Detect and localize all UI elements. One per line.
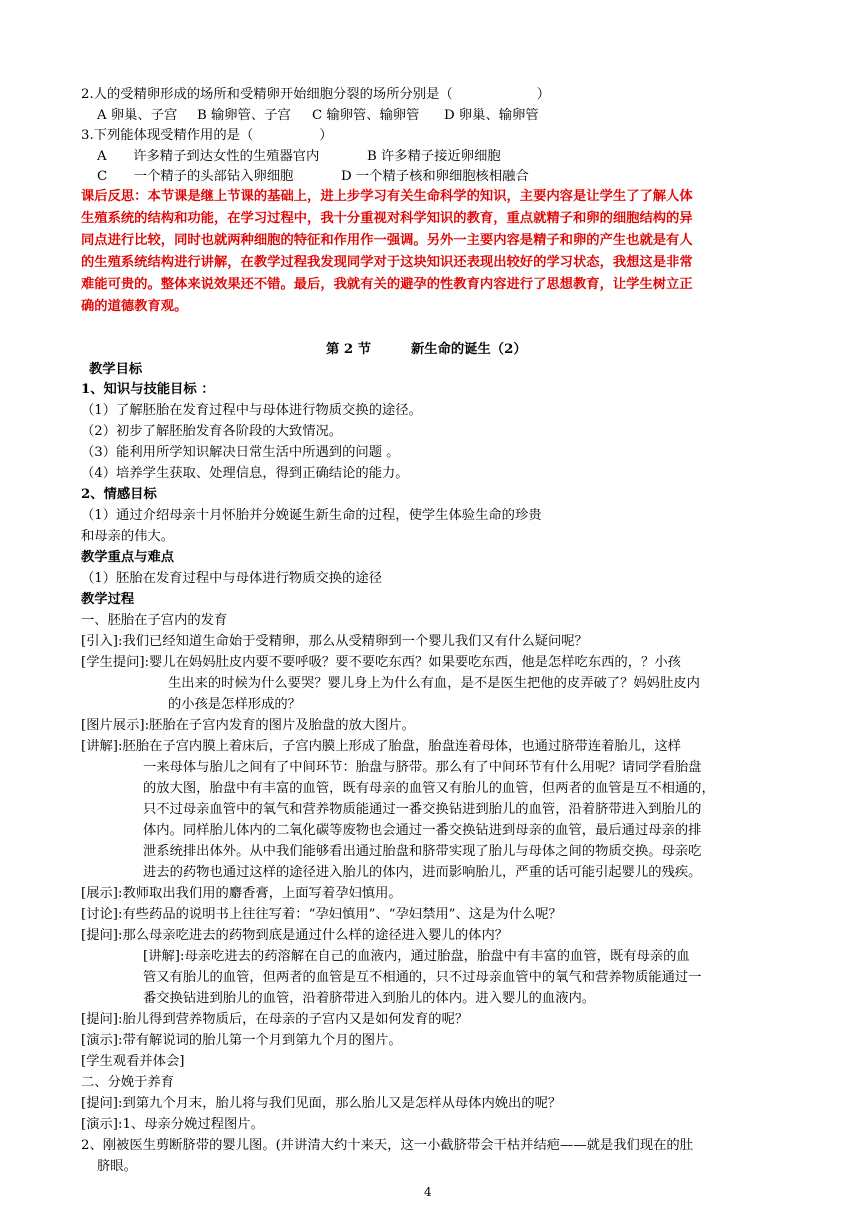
show-line: [展示]:教师取出我们用的麝香膏，上面写着孕妇慎用。 — [81, 886, 402, 901]
question-3-line: [提问]:到第九个月末，胎儿将与我们见面，那么胎儿又是怎样从母体内娩出的呢？ — [81, 1096, 562, 1111]
lecture-line-4: 只不过母亲血管中的氧气和营养物质能通过一番交换钻进到胎儿的血管，沿着脐带进入到胎儿的 — [143, 802, 702, 817]
demo-line: [演示]:带有解说词的胎儿第一个月到第九个月的图片。 — [81, 1033, 402, 1048]
discussion-line: [讨论]:有些药品的说明书上往往写着：“孕妇慎用”、“孕妇禁用”、这是为什么呢？ — [81, 907, 562, 922]
page-number: 4 — [424, 1185, 432, 1199]
emotion-item-1b: 和母亲的伟大。 — [81, 529, 175, 544]
question-2-option-a: A 卵巢、子宫 — [97, 108, 178, 123]
reflection-line-5: 难能可贵的。整体来说效果还不错。最后，我就有关的避孕的性教育内容进行了思想教育，让学生树立正 — [81, 277, 693, 292]
reflection-label: 课后反思： — [81, 189, 148, 204]
reflection-line-3: 同点进行比较，同时也就两种细胞的特征和作用作一强调。另外一主要内容是精子和卵的产生也就是有人 — [81, 233, 693, 248]
tag-discussion: [讨论]: — [81, 907, 123, 922]
knowledge-item-2: （2）初步了解胚胎发育各阶段的大致情况。 — [81, 424, 343, 439]
question-3-options-cd — [97, 168, 529, 186]
picture-show-line: [图片展示]:胚胎在子宫内发育的图片及胎盘的放大图片。 — [81, 718, 415, 733]
tag-question-3: [提问]: — [81, 1096, 123, 1111]
question-2-line: [提问]:胎儿得到营养物质后，在母亲的子宫内又是如何发育的呢？ — [81, 1012, 469, 1027]
part-1-heading: 一、胚胎在子宫内的发育 — [81, 613, 228, 628]
lecture-line-1: [讲解]:胚胎在子宫内膜上着床后，子宫内膜上形成了胎盘，胎盘连着母体，也通过脐带连着胎儿，这样 — [81, 739, 681, 754]
tag-student-question: [学生提问]: — [81, 655, 150, 670]
intro-line: [引入]:我们已经知道生命始于受精卵，那么从受精卵到一个婴儿我们又有什么疑问呢？ — [81, 634, 588, 649]
lecture-line-2: 一来母体与胎儿之间有了中间环节：胎盘与脐带。那么有了中间环节有什么用呢？请同学看胎盘 — [143, 760, 702, 775]
process-heading: 教学过程 — [81, 592, 135, 607]
section-number: 第 2 节 — [326, 342, 372, 357]
reflection-line-1: 课后反思：本节课是继上节课的基础上，进上步学习有关生命科学的知识，主要内容是让学生了了解人体 — [81, 189, 693, 204]
lecture-2-line-3: 番交换钻进到胎儿的血管，沿着脐带进入到胎儿的体内。进入婴儿的血液内。 — [143, 991, 596, 1006]
key-point-1: （1）胚胎在发育过程中与母体进行物质交换的途径 — [81, 571, 382, 586]
student-question-line-3: 的小孩是怎样形成的？ — [168, 697, 301, 712]
key-points-heading: 教学重点与难点 — [81, 550, 175, 565]
demo-2-line: [演示]:1、母亲分娩过程图片。 — [81, 1117, 264, 1132]
question-3-option-a: A 许多精子到达女性的生殖器官内 — [97, 149, 320, 164]
lecture-line-7: 进去的药物也通过这样的途径进入胎儿的体内，进而影响胎儿，严重的话可能引起婴儿的残疾。 — [143, 865, 702, 880]
student-question-line-2: 生出来的时候为什么要哭？婴儿身上为什么有血，是不是医生把他的皮弄破了？妈妈肚皮内 — [168, 676, 700, 691]
question-3-stem: 3.下列能体现受精作用的是（ ） — [81, 128, 333, 143]
item-2-line-1: 2、刚被医生剪断脐带的婴儿图。(并讲清大约十来天，这一小截脐带会干枯并结疤——就是我们现在的肚 — [81, 1138, 694, 1153]
lecture-line-3: 的放大图，胎盘中有丰富的血管，既有母亲的血管又有胎儿的血管，但两者的血管是互不相通的， — [143, 781, 715, 796]
tag-demo-2: [演示]: — [81, 1117, 123, 1132]
section-heading — [326, 341, 527, 359]
tag-lecture: [讲解]: — [81, 739, 123, 754]
question-2-stem: 2.人的受精卵形成的场所和受精卵开始细胞分裂的场所分别是（ ） — [81, 87, 550, 102]
emotion-heading: 2、情感目标 — [81, 487, 157, 502]
lecture-2-line-2: 管又有胎儿的血管，但两者的血管是互不相通的，只不过母亲血管中的氧气和营养物质能通过一 — [143, 970, 702, 985]
reflection-line-4: 的生殖系统结构进行讲解，在教学过程我发现同学对于这块知识还表现出较好的学习状态，我想这是非常 — [81, 255, 693, 270]
question-2-option-d: D 卵巢、输卵管 — [444, 108, 539, 123]
knowledge-item-3: （3）能利用所学知识解决日常生活中所遇到的问题 。 — [81, 445, 400, 460]
lecture-line-6: 泄系统排出体外。从中我们能够看出通过胎盘和脐带实现了胎儿与母体之间的物质交换。母亲吃 — [143, 844, 702, 859]
question-3-option-d: D 一个精子核和卵细胞核相融合 — [341, 169, 529, 184]
tag-demo: [演示]: — [81, 1033, 123, 1048]
section-title: 新生命的诞生（2） — [411, 342, 527, 357]
knowledge-heading: 1、知识与技能目标 ： — [81, 382, 215, 397]
question-3-options-ab — [97, 148, 501, 166]
tag-lecture-2: [讲解]: — [143, 949, 185, 964]
tag-question-2: [提问]: — [81, 1012, 123, 1027]
student-watch-line: [学生观看并体会] — [81, 1054, 185, 1069]
tag-picture-show: [图片展示]: — [81, 718, 150, 733]
item-2-line-2: 脐眼。 — [97, 1159, 137, 1174]
question-line: [提问]:那么母亲吃进去的药物到底是通过什么样的途径进入婴儿的体内？ — [81, 928, 509, 943]
emotion-item-1a: （1）通过介绍母亲十月怀胎并分娩诞生新生命的过程，使学生体验生命的珍贵 — [81, 508, 542, 523]
objectives-heading: 教学目标 — [89, 362, 143, 377]
lecture-2-line-1: [讲解]:母亲吃进去的药溶解在自己的血液内，通过胎盘，胎盘中有丰富的血管，既有母亲的血 — [143, 949, 690, 964]
question-3-option-c: C 一个精子的头部钻入卵细胞 — [97, 169, 294, 184]
question-3-option-b: B 许多精子接近卵细胞 — [367, 149, 501, 164]
question-2-option-c: C 输卵管、输卵管 — [312, 108, 420, 123]
tag-intro: [引入]: — [81, 634, 123, 649]
knowledge-item-1: （1）了解胚胎在发育过程中与母体进行物质交换的途径。 — [81, 403, 422, 418]
question-2-options — [97, 107, 539, 125]
student-question-line-1: [学生提问]:婴儿在妈妈肚皮内要不要呼吸？要不要吃东西？如果要吃东西，他是怎样吃东西的，？小孩 — [81, 655, 681, 670]
lecture-line-5: 体内。同样胎儿体内的二氧化碳等废物也会通过一番交换钻进到母亲的血管，最后通过母亲的排 — [143, 823, 702, 838]
knowledge-item-4: （4）培养学生获取、处理信息，得到正确结论的能力。 — [81, 466, 409, 481]
question-2-option-b: B 输卵管、子宫 — [197, 108, 291, 123]
reflection-line-2: 生殖系统的结构和功能，在学习过程中，我十分重视对科学知识的教育，重点就精子和卵的细胞结构的异 — [81, 211, 693, 226]
tag-question: [提问]: — [81, 928, 123, 943]
reflection-line-6: 确的道德教育观。 — [81, 299, 188, 314]
tag-show: [展示]: — [81, 886, 123, 901]
part-2-heading: 二、分娩于养育 — [81, 1075, 175, 1090]
